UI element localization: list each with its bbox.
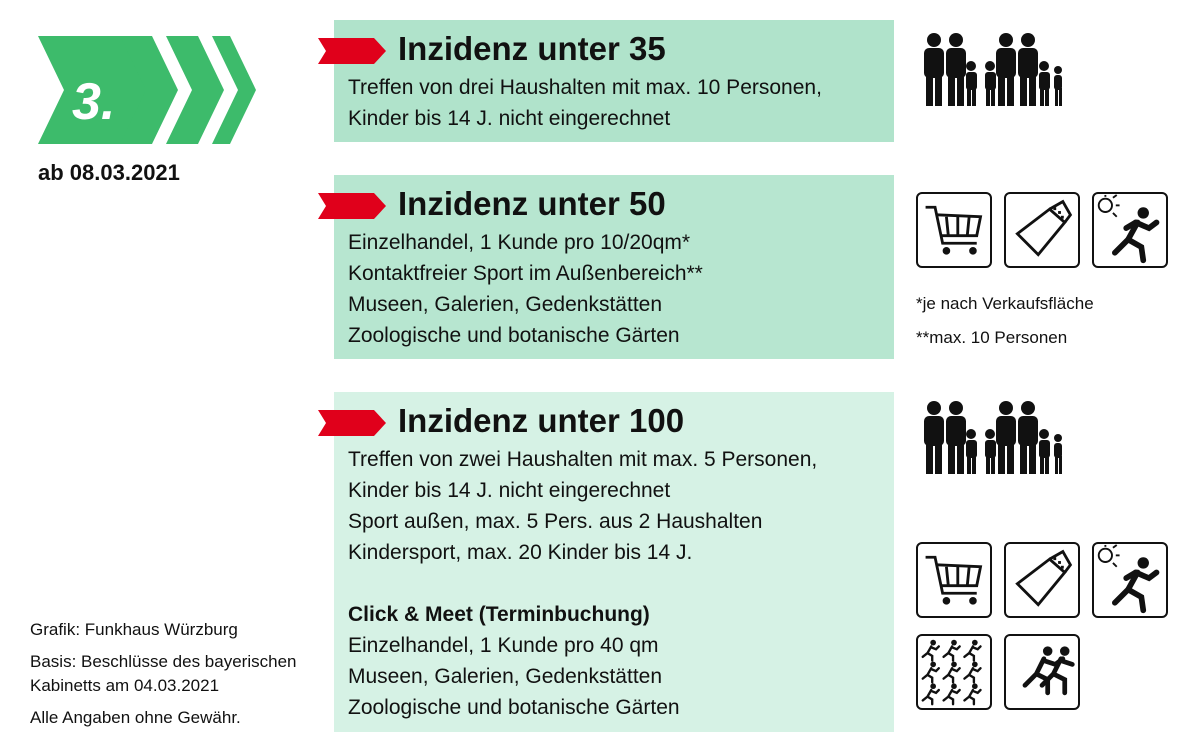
red-flag-icon <box>318 193 386 219</box>
section-incidence-35 <box>334 20 894 142</box>
footnote-max-persons: **max. 10 Personen <box>916 328 1068 347</box>
section-lines <box>348 227 703 351</box>
rule-line: Zoologische und botanische Gärten <box>348 696 680 719</box>
rule-line: Museen, Galerien, Gedenkstätten <box>348 293 663 316</box>
credit-grafik: Grafik: Funkhaus Würzburg <box>30 620 238 639</box>
section-heading: Inzidenz unter 50 <box>398 185 666 222</box>
stage-number: 3. <box>72 73 116 131</box>
rule-line: Einzelhandel, 1 Kunde pro 10/20qm* <box>348 231 691 254</box>
red-flag-icon <box>318 38 386 64</box>
red-flag-icon <box>318 410 386 436</box>
rule-line: Einzelhandel, 1 Kunde pro 40 qm <box>348 634 659 657</box>
section-incidence-50 <box>334 175 894 359</box>
family-icon <box>920 32 1062 108</box>
credit-disclaimer: Alle Angaben ohne Gewähr. <box>30 708 241 727</box>
shopping-cart-icon <box>916 192 992 268</box>
section-incidence-100 <box>334 392 894 732</box>
rule-line: Zoologische und botanische Gärten <box>348 324 680 347</box>
runners-icon <box>1004 634 1080 710</box>
rule-line: Museen, Galerien, Gedenkstätten <box>348 665 663 688</box>
rule-line: Kindersport, max. 20 Kinder bis 14 J. <box>348 541 693 564</box>
rule-line: Kontaktfreier Sport im Außenbereich** <box>348 262 703 285</box>
rule-line: Kinder bis 14 J. nicht eingerechnet <box>348 479 671 502</box>
ticket-icon <box>1004 542 1080 618</box>
credits <box>30 618 330 738</box>
family-icon <box>920 400 1062 476</box>
rule-line: Kinder bis 14 J. nicht eingerechnet <box>348 107 671 130</box>
footnote-sales-area: *je nach Verkaufsfläche <box>916 294 1094 313</box>
section-lines <box>348 72 822 134</box>
group-sport-icon <box>916 634 992 710</box>
start-date: ab 08.03.2021 <box>38 160 180 185</box>
section-heading: Inzidenz unter 100 <box>398 402 685 439</box>
section-heading: Inzidenz unter 35 <box>398 30 666 67</box>
ticket-icon <box>1004 192 1080 268</box>
chevron-arrows-icon <box>38 36 258 144</box>
rule-line: Treffen von zwei Haushalten mit max. 5 Personen, <box>348 448 818 471</box>
outdoor-running-icon <box>1092 192 1168 268</box>
section-lines <box>348 444 817 723</box>
rule-line: Treffen von drei Haushalten mit max. 10 Personen, <box>348 76 822 99</box>
outdoor-running-icon <box>1092 542 1168 618</box>
click-and-meet-heading: Click & Meet (Terminbuchung) <box>348 603 650 626</box>
shopping-cart-icon <box>916 542 992 618</box>
credit-basis: Basis: Beschlüsse des bayerischen Kabinetts am 04.03.2021 <box>30 652 297 695</box>
stage-chevron-logo <box>38 36 258 144</box>
rule-line: Sport außen, max. 5 Pers. aus 2 Haushalten <box>348 510 763 533</box>
